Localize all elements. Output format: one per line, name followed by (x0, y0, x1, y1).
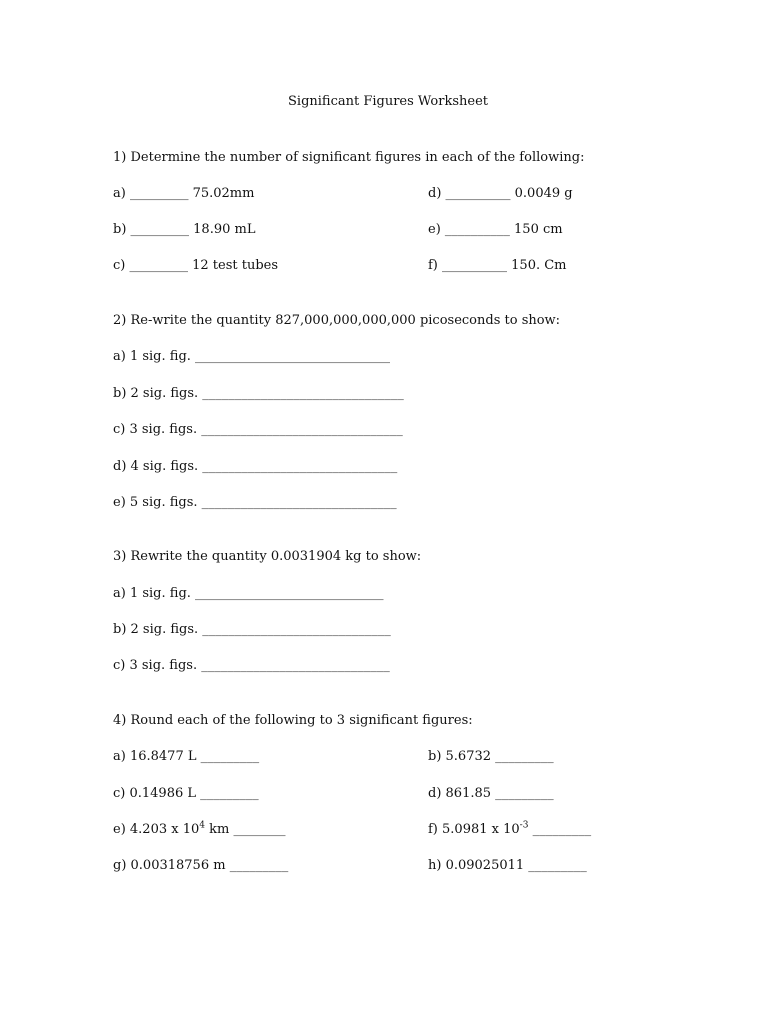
q4-item-f-base: f) 5.0981 x 10 (428, 822, 520, 837)
q4-item-d: d) 861.85 _________ (428, 786, 554, 801)
q3-item-a: a) 1 sig. fig. _____________________________ (113, 586, 384, 601)
q2-item-a: a) 1 sig. fig. ______________________________ (113, 349, 391, 364)
worksheet-title: Significant Figures Worksheet (288, 94, 488, 109)
q1-item-b: b) _________ 18.90 mL (113, 222, 256, 237)
q1-item-e: e) __________ 150 cm (428, 222, 563, 237)
q4-item-f (428, 822, 591, 838)
q4-item-f-blank: _________ (528, 822, 592, 837)
question-1-prompt: 1) Determine the number of significant figures in each of the following: (113, 150, 585, 165)
q4-item-e-base: e) 4.203 x 10 (113, 822, 200, 837)
q1-item-c: c) _________ 12 test tubes (113, 258, 279, 273)
q2-item-c: c) 3 sig. figs. _______________________________ (113, 422, 403, 437)
q3-item-b: b) 2 sig. figs. _____________________________ (113, 622, 391, 637)
q4-item-g: g) 0.00318756 m _________ (113, 858, 289, 873)
q4-item-a: a) 16.8477 L _________ (113, 749, 260, 764)
q4-item-b: b) 5.6732 _________ (428, 749, 554, 764)
q4-item-e-exponent: 4 (199, 820, 205, 831)
q4-item-e-unit: km ________ (205, 822, 286, 837)
q2-item-b: b) 2 sig. figs. _______________________________ (113, 386, 404, 401)
q3-item-c: c) 3 sig. figs. _____________________________ (113, 658, 390, 673)
question-2-prompt: 2) Re-write the quantity 827,000,000,000,000 picoseconds to show: (113, 313, 561, 328)
q1-item-f: f) __________ 150. Cm (428, 258, 567, 273)
q1-item-a: a) _________ 75.02mm (113, 186, 255, 201)
question-4-prompt: 4) Round each of the following to 3 significant figures: (113, 713, 473, 728)
q2-item-e: e) 5 sig. figs. ______________________________ (113, 495, 397, 510)
q4-item-c: c) 0.14986 L _________ (113, 786, 259, 801)
q4-item-h: h) 0.09025011 _________ (428, 858, 587, 873)
q1-item-d: d) __________ 0.0049 g (428, 186, 573, 201)
q4-item-f-exponent: -3 (519, 820, 529, 831)
question-3-prompt: 3) Rewrite the quantity 0.0031904 kg to show: (113, 549, 422, 564)
q4-item-e (113, 822, 285, 838)
q2-item-d: d) 4 sig. figs. ______________________________ (113, 459, 398, 474)
